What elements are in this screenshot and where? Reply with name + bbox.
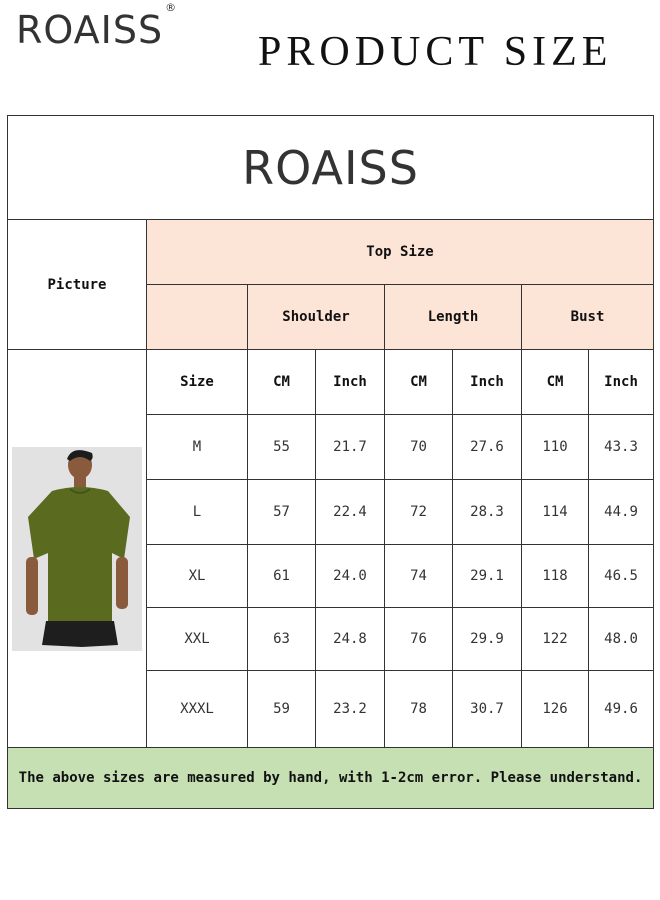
brand-logo xyxy=(16,1,178,52)
shoulder-inch-cell: 22.4 xyxy=(316,480,385,545)
empty-header-cell xyxy=(147,285,248,350)
length-cm-cell: 74 xyxy=(385,545,453,608)
brand-logo-text: ROAISS xyxy=(16,8,164,52)
length-inch-cell: 29.9 xyxy=(453,608,522,671)
product-photo xyxy=(12,447,142,651)
top-size-header: Top Size xyxy=(147,220,654,285)
shoulder-inch-cell: 24.0 xyxy=(316,545,385,608)
length-cm-cell: 72 xyxy=(385,480,453,545)
shoulder-cm-header: CM xyxy=(248,350,316,415)
bust-cm-cell: 118 xyxy=(522,545,589,608)
brand-banner-cell xyxy=(8,116,654,220)
shoulder-inch-cell: 21.7 xyxy=(316,415,385,480)
shoulder-cm-cell: 59 xyxy=(248,671,316,748)
registered-mark: ® xyxy=(165,1,178,15)
shoulder-inch-cell: 23.2 xyxy=(316,671,385,748)
length-inch-cell: 29.1 xyxy=(453,545,522,608)
length-inch-cell: 30.7 xyxy=(453,671,522,748)
size-cell: L xyxy=(147,480,248,545)
bust-cm-cell: 126 xyxy=(522,671,589,748)
bust-header: Bust xyxy=(522,285,654,350)
length-inch-cell: 28.3 xyxy=(453,480,522,545)
picture-header: Picture xyxy=(8,220,147,350)
length-inch-cell: 27.6 xyxy=(453,415,522,480)
shoulder-inch-cell: 24.8 xyxy=(316,608,385,671)
length-header: Length xyxy=(385,285,522,350)
length-cm-header: CM xyxy=(385,350,453,415)
size-cell: XXL xyxy=(147,608,248,671)
length-cm-cell: 76 xyxy=(385,608,453,671)
bust-cm-cell: 122 xyxy=(522,608,589,671)
shoulder-header: Shoulder xyxy=(248,285,385,350)
size-cell: M xyxy=(147,415,248,480)
size-cell: XL xyxy=(147,545,248,608)
product-photo-cell xyxy=(8,350,147,748)
shoulder-cm-cell: 63 xyxy=(248,608,316,671)
page-title: PRODUCT SIZE xyxy=(258,29,613,75)
bust-inch-cell: 49.6 xyxy=(589,671,654,748)
size-chart-table xyxy=(7,115,654,809)
bust-inch-cell: 48.0 xyxy=(589,608,654,671)
shoulder-cm-cell: 57 xyxy=(248,480,316,545)
length-cm-cell: 78 xyxy=(385,671,453,748)
shoulder-cm-cell: 61 xyxy=(248,545,316,608)
size-header: Size xyxy=(147,350,248,415)
shoulder-inch-header: Inch xyxy=(316,350,385,415)
bust-cm-cell: 110 xyxy=(522,415,589,480)
brand-banner: ROAISS xyxy=(242,140,419,195)
bust-cm-cell: 114 xyxy=(522,480,589,545)
bust-cm-header: CM xyxy=(522,350,589,415)
size-cell: XXXL xyxy=(147,671,248,748)
measurement-note: The above sizes are measured by hand, with 1-2cm error. Please understand. xyxy=(8,748,654,809)
bust-inch-cell: 46.5 xyxy=(589,545,654,608)
shoulder-cm-cell: 55 xyxy=(248,415,316,480)
bust-inch-cell: 43.3 xyxy=(589,415,654,480)
length-cm-cell: 70 xyxy=(385,415,453,480)
bust-inch-header: Inch xyxy=(589,350,654,415)
model-tshirt-illustration xyxy=(12,447,142,651)
bust-inch-cell: 44.9 xyxy=(589,480,654,545)
length-inch-header: Inch xyxy=(453,350,522,415)
